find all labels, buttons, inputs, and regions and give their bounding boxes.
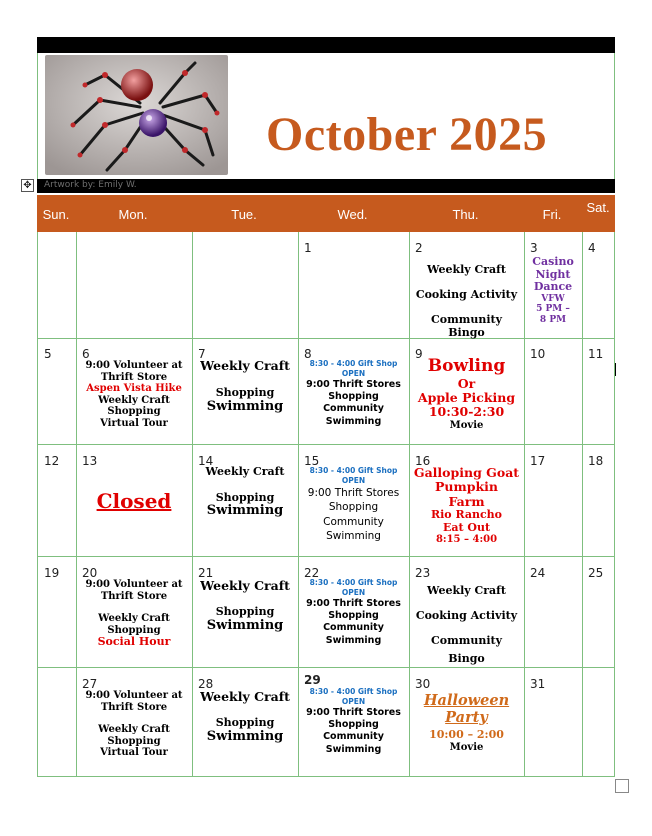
event-closed: Closed xyxy=(96,489,172,513)
date-23: 23 xyxy=(415,566,431,580)
event-community: Community xyxy=(323,731,384,743)
oct3-events xyxy=(524,256,582,325)
date-4: 4 xyxy=(588,241,596,255)
oct21-events xyxy=(192,579,298,634)
event-casino: Casino xyxy=(532,255,574,268)
date-27: 27 xyxy=(82,677,98,691)
day-name-fri: Fri. xyxy=(542,207,562,222)
oct20-events xyxy=(76,579,192,649)
date-29: 29 xyxy=(304,673,321,687)
event-time: 8:15 – 4:00 xyxy=(435,534,498,546)
event-swimming: Swimming xyxy=(325,634,382,646)
beaded-spider-image xyxy=(45,55,228,175)
event-volunteer: 9:00 Volunteer at xyxy=(85,360,183,371)
event-cooking-activity: Cooking Activity xyxy=(415,609,518,622)
event-bingo: Bingo xyxy=(448,326,485,339)
date-25: 25 xyxy=(588,566,604,580)
event-shopping: Shopping xyxy=(328,501,379,514)
calendar-header xyxy=(37,53,615,179)
event-time-start: 5 PM – xyxy=(536,304,570,315)
event-time-end: 8 PM xyxy=(539,314,567,325)
event-rio-rancho: Rio Rancho xyxy=(430,508,503,522)
top-black-bar xyxy=(37,37,615,53)
event-dance: Dance xyxy=(533,280,573,294)
event-weekly-craft: Weekly Craft xyxy=(98,724,170,735)
date-17: 17 xyxy=(530,454,546,468)
date-10: 10 xyxy=(530,347,546,361)
date-7: 7 xyxy=(198,347,206,361)
oct16-events xyxy=(409,466,524,546)
credit-bar xyxy=(37,179,615,193)
event-movie: Movie xyxy=(449,741,484,753)
date-11: 11 xyxy=(588,347,604,361)
event-shopping: Shopping xyxy=(215,490,275,504)
date-8: 8 xyxy=(304,347,312,361)
oct22-events xyxy=(298,578,409,647)
date-13: 13 xyxy=(82,454,98,468)
event-gift-shop: 8:30 - 4:00 Gift Shop xyxy=(309,687,398,696)
event-thrift-stores: 9:00 Thrift Stores xyxy=(306,706,401,718)
event-galloping-goat: Galloping Goat xyxy=(413,465,520,480)
oct14-events xyxy=(192,466,298,519)
date-19: 19 xyxy=(44,566,60,580)
event-weekly-craft: Weekly Craft xyxy=(200,578,290,593)
event-thrift-stores: 9:00 Thrift Stores xyxy=(306,597,401,609)
event-farm: Farm xyxy=(448,493,485,509)
oct8-events xyxy=(298,359,409,428)
event-shopping: Shopping xyxy=(107,735,161,747)
grid-line xyxy=(38,444,614,445)
date-9: 9 xyxy=(415,347,423,361)
grid-line xyxy=(582,232,583,776)
oct30-events xyxy=(409,693,524,753)
table-resize-handle[interactable] xyxy=(615,779,629,793)
date-16: 16 xyxy=(415,454,431,468)
day-header-row xyxy=(37,195,615,232)
event-social-hour: Social Hour xyxy=(97,635,171,648)
day-name-sat: Sat. xyxy=(586,200,610,215)
event-or: Or xyxy=(457,375,476,391)
date-1: 1 xyxy=(304,241,312,255)
event-swimming: Swimming xyxy=(206,399,284,415)
event-weekly-craft: Weekly Craft xyxy=(200,689,290,704)
date-15: 15 xyxy=(304,454,320,468)
oct29-events xyxy=(298,687,409,756)
oct28-events xyxy=(192,690,298,745)
event-volunteer: 9:00 Volunteer at xyxy=(85,690,183,701)
event-night: Night xyxy=(535,267,571,281)
event-weekly-craft: Weekly Craft xyxy=(98,613,170,624)
date-14: 14 xyxy=(198,454,214,468)
event-shopping: Shopping xyxy=(215,386,275,400)
day-name-tue: Tue. xyxy=(231,207,257,222)
date-28: 28 xyxy=(198,677,214,691)
event-gift-shop-open: OPEN xyxy=(341,368,366,378)
event-gift-shop-open: OPEN xyxy=(341,696,366,706)
event-shopping: Shopping xyxy=(215,716,275,730)
page-title: October 2025 xyxy=(266,108,548,161)
event-thrift-store: Thrift Store xyxy=(100,701,168,713)
event-thrift-store: Thrift Store xyxy=(100,590,168,602)
event-virtual-tour: Virtual Tour xyxy=(100,747,168,758)
date-31: 31 xyxy=(530,677,546,691)
event-weekly-craft: Weekly Craft xyxy=(98,394,170,406)
day-name-mon: Mon. xyxy=(118,207,148,222)
event-aspen-hike: Aspen Vista Hike xyxy=(86,383,182,394)
text-cursor xyxy=(615,363,616,376)
event-pumpkin: Pumpkin xyxy=(435,479,498,495)
event-community: Community xyxy=(323,403,384,415)
oct6-events xyxy=(76,360,192,429)
event-time: 10:00 – 2:00 xyxy=(429,728,504,742)
event-community: Community xyxy=(430,313,503,326)
event-shopping: Shopping xyxy=(328,390,379,402)
date-6: 6 xyxy=(82,347,90,361)
event-gift-shop: 8:30 - 4:00 Gift Shop xyxy=(309,466,398,475)
artwork-credit: Artwork by: Emily W. xyxy=(44,180,137,190)
date-20: 20 xyxy=(82,566,98,580)
grid-line xyxy=(38,667,614,668)
event-apple-picking: Apple Picking xyxy=(417,389,516,405)
date-2: 2 xyxy=(415,241,423,255)
event-volunteer: 9:00 Volunteer at xyxy=(85,579,183,590)
oct27-events xyxy=(76,690,192,759)
grid-line xyxy=(38,338,614,339)
event-community: Community xyxy=(323,622,384,634)
event-shopping: Shopping xyxy=(215,605,275,619)
event-swimming: Swimming xyxy=(206,503,284,519)
event-gift-shop: 8:30 - 4:00 Gift Shop xyxy=(309,578,398,587)
calendar-grid xyxy=(37,232,615,777)
date-5: 5 xyxy=(44,347,52,361)
oct15-events xyxy=(298,466,409,543)
date-24: 24 xyxy=(530,566,546,580)
date-3: 3 xyxy=(530,241,538,255)
event-halloween: Halloween xyxy=(423,692,510,709)
event-virtual-tour: Virtual Tour xyxy=(100,417,168,429)
oct23-events xyxy=(409,578,524,665)
event-party: Party xyxy=(445,708,488,726)
event-movie: Movie xyxy=(449,419,484,431)
day-name-thu: Thu. xyxy=(452,207,479,222)
oct7-events xyxy=(192,359,298,415)
event-shopping: Shopping xyxy=(107,406,161,417)
date-18: 18 xyxy=(588,454,604,468)
date-22: 22 xyxy=(304,566,320,580)
event-thrift-store: Thrift Store xyxy=(100,371,168,383)
oct2-events xyxy=(409,257,524,339)
event-bowling: Bowling xyxy=(427,356,506,376)
event-swimming: Swimming xyxy=(325,415,382,427)
event-bingo: Bingo xyxy=(448,652,485,665)
date-30: 30 xyxy=(415,677,431,691)
event-swimming: Swimming xyxy=(206,729,284,745)
event-gift-shop-open: OPEN xyxy=(341,476,366,486)
table-move-handle-icon[interactable]: ✥ xyxy=(21,179,34,192)
event-community: Community xyxy=(323,515,384,528)
event-cooking-activity: Cooking Activity xyxy=(415,288,518,301)
day-name-wed: Wed. xyxy=(337,207,368,222)
event-thrift-stores: 9:00 Thrift Stores xyxy=(306,378,401,390)
oct9-events xyxy=(409,357,524,431)
event-time: 10:30-2:30 xyxy=(428,404,505,420)
event-swimming: Swimming xyxy=(326,529,381,542)
event-weekly-craft: Weekly Craft xyxy=(427,263,506,276)
event-thrift-stores: 9:00 Thrift Stores xyxy=(307,487,400,500)
event-community: Community xyxy=(430,634,503,647)
event-gift-shop-open: OPEN xyxy=(341,587,366,597)
event-weekly-craft: Weekly Craft xyxy=(200,358,290,373)
event-weekly-craft: Weekly Craft xyxy=(205,465,285,478)
event-shopping: Shopping xyxy=(107,624,161,636)
event-swimming: Swimming xyxy=(206,618,284,634)
date-12: 12 xyxy=(44,454,60,468)
event-weekly-craft: Weekly Craft xyxy=(427,584,506,597)
event-swimming: Swimming xyxy=(325,743,382,755)
event-shopping: Shopping xyxy=(328,609,379,621)
event-eat-out: Eat Out xyxy=(442,520,491,534)
event-gift-shop: 8:30 - 4:00 Gift Shop xyxy=(309,359,398,368)
day-name-sun: Sun. xyxy=(42,207,70,222)
event-vfw: VFW xyxy=(541,293,565,304)
grid-line xyxy=(38,556,614,557)
event-shopping: Shopping xyxy=(328,718,379,730)
date-21: 21 xyxy=(198,566,214,580)
